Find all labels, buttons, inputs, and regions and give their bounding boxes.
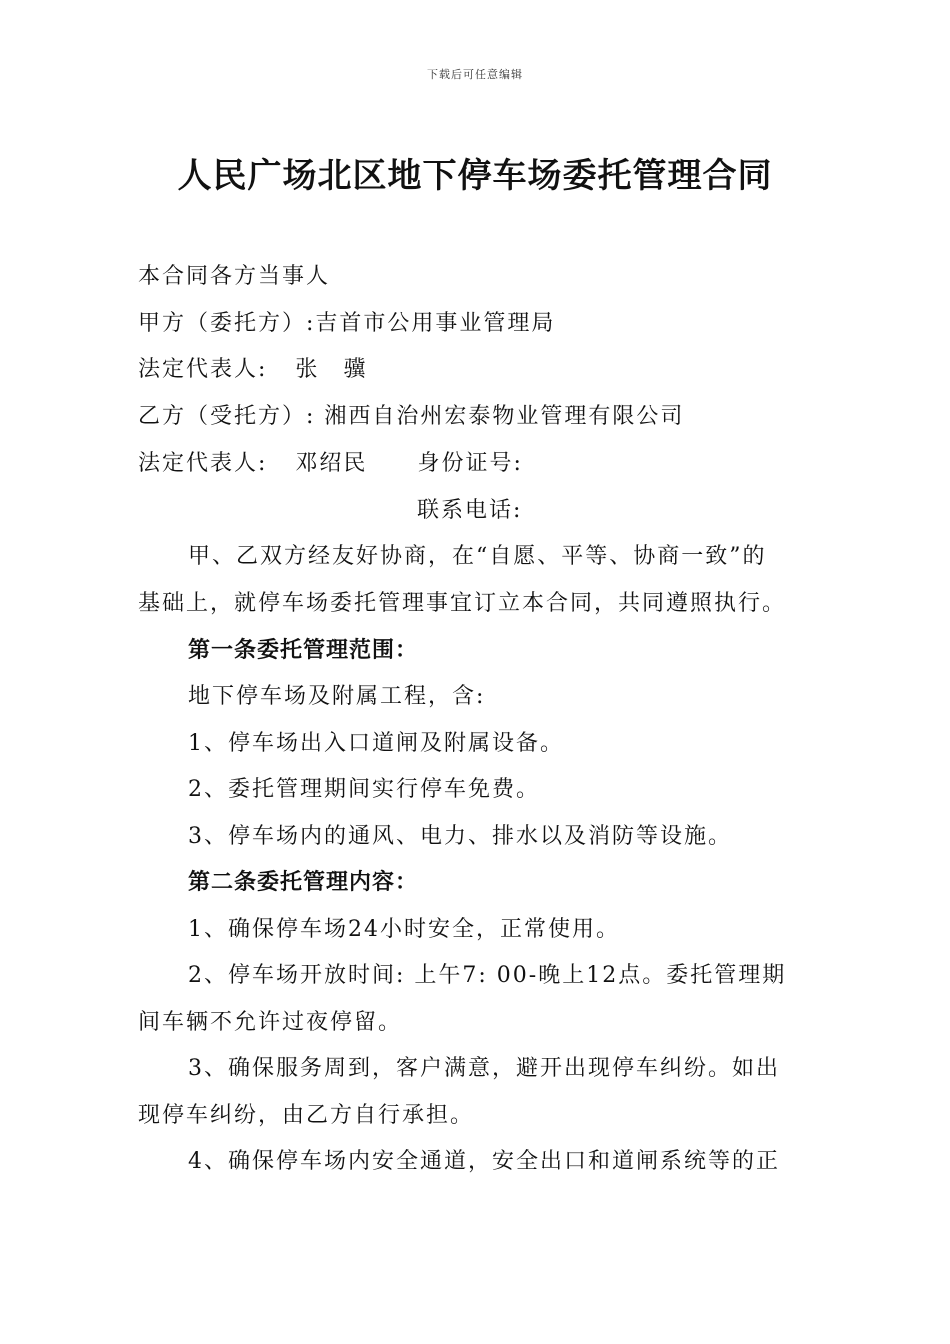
party-a-representative [138,356,367,384]
party-a: 甲方（委托方）:吉首市公用事业管理局 [138,311,556,336]
party-b-rep-label: 法定代表人: [138,451,268,476]
article-2-item-4-line-1: 4、确保停车场内安全通道，安全出口和道闸系统等的正 [188,1149,780,1174]
article-1-lead: 地下停车场及附属工程，含: [188,684,486,709]
article-2-item-2-line-2: 间车辆不允许过夜停留。 [138,1010,403,1035]
article-2-item-1: 1、确保停车场24小时安全，正常使用。 [188,917,620,942]
party-b-representative [138,450,523,478]
article-2-heading: 第二条委托管理内容： [188,870,419,895]
article-1-item: 2、委托管理期间实行停车免费。 [188,777,540,802]
party-b-rep-name: 邓绍民 [295,451,368,476]
preamble-line-1: 甲、乙双方经友好协商，在“自愿、平等、协商一致”的 [188,544,767,569]
preamble-line-2: 基础上，就停车场委托管理事宜订立本合同，共同遵照执行。 [138,591,787,616]
article-2-item-3-line-1: 3、确保服务周到，客户满意，避开出现停车纠纷。如出 [188,1056,780,1081]
parties-intro: 本合同各方当事人 [138,264,331,289]
party-a-rep-name: 张 骥 [295,357,368,382]
document-title: 人民广场北区地下停车场委托管理合同 [177,156,773,196]
article-2-item-3-line-2: 现停车纠纷，由乙方自行承担。 [138,1103,475,1128]
phone-label: 联系电话: [417,498,523,523]
party-b: 乙方（受托方）: 湘西自治州宏泰物业管理有限公司 [138,404,685,429]
header-note: 下载后可任意编辑 [427,68,523,81]
party-a-rep-label: 法定代表人: [138,357,268,382]
article-1-item: 3、停车场内的通风、电力、排水以及消防等设施。 [188,824,732,849]
article-2-item-2-line-1: 2、停车场开放时间: 上午7: 00-晚上12点。委托管理期 [188,963,787,988]
article-1-item: 1、停车场出入口道闸及附属设备。 [188,731,564,756]
article-1-heading: 第一条委托管理范围： [188,638,419,663]
id-number-label: 身份证号: [417,451,523,476]
